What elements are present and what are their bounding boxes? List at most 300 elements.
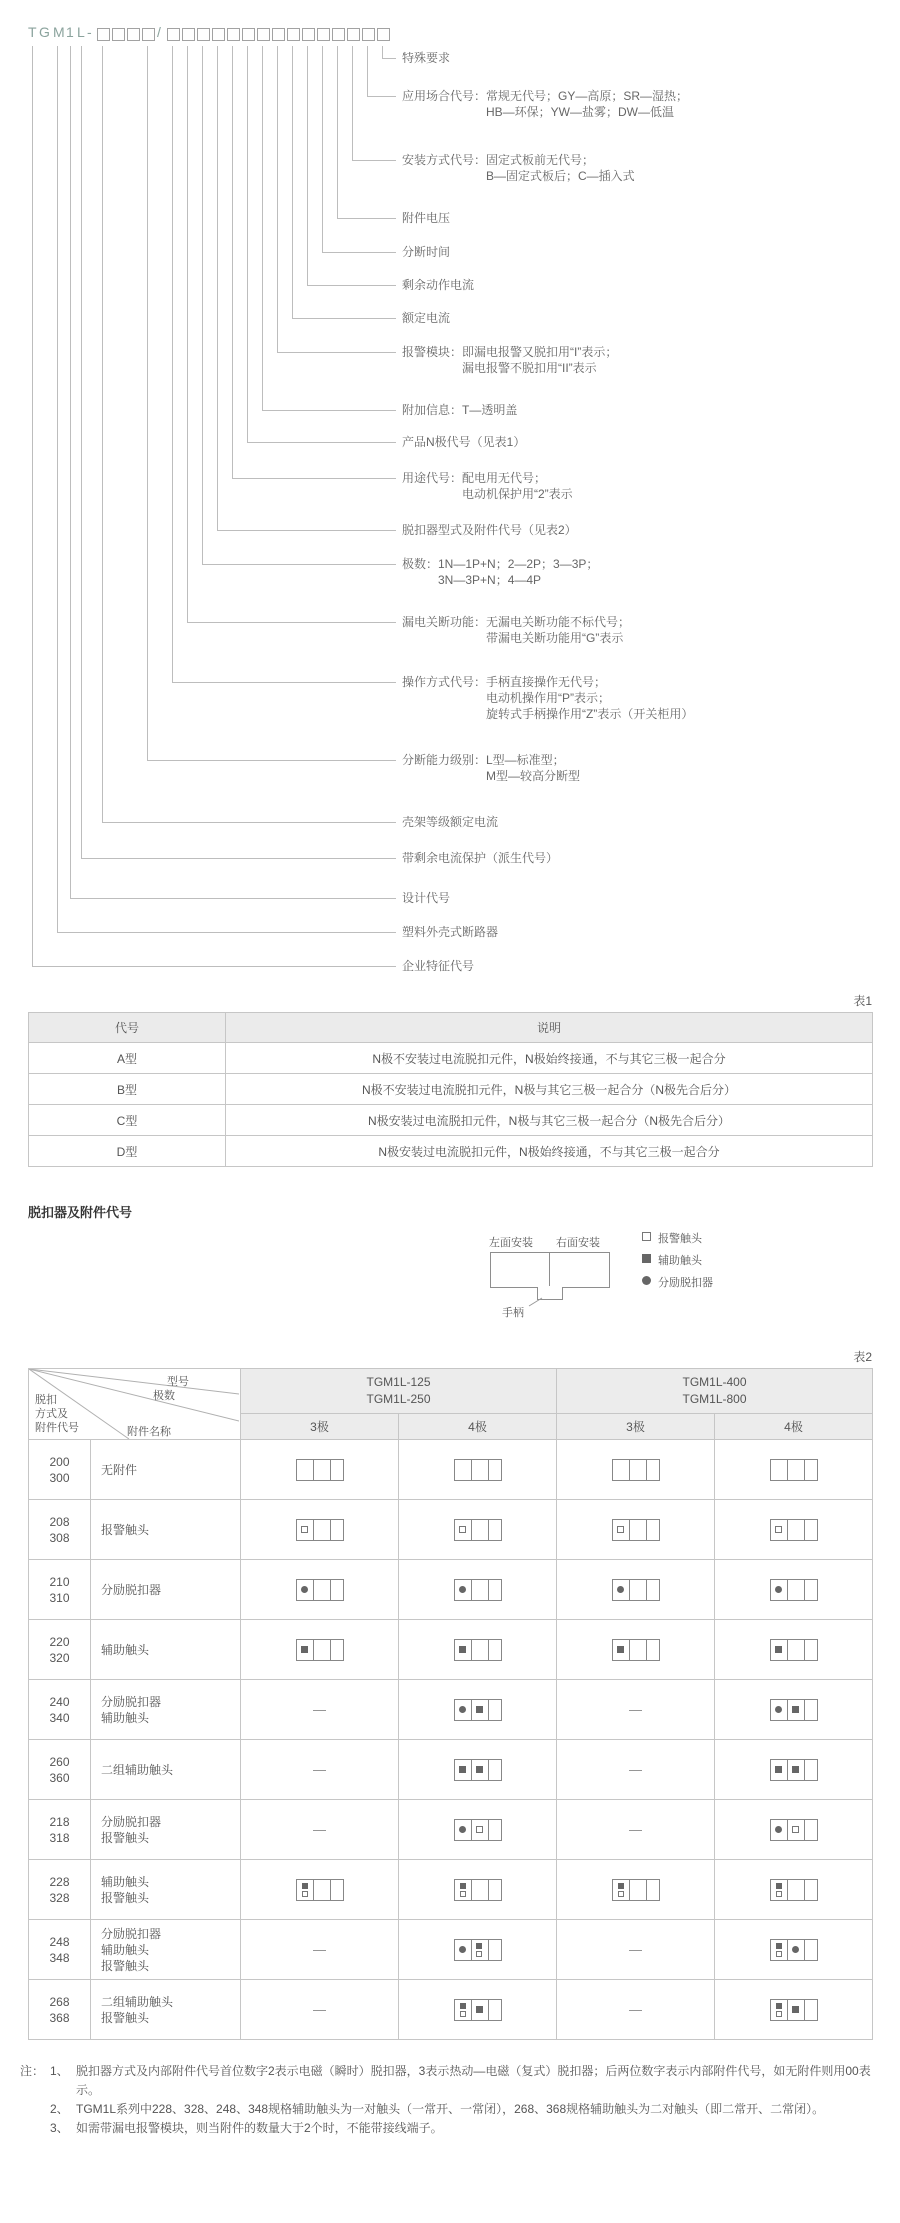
- callout-label: [402, 752, 580, 784]
- icon-divider: [804, 1460, 805, 1480]
- accessory-name-line: 报警触头: [101, 1958, 150, 1973]
- trip-code-cell: [29, 1560, 91, 1620]
- trip-code: 200: [49, 1454, 70, 1469]
- model-code-box: [97, 28, 110, 41]
- model-code-box: [182, 28, 195, 41]
- callout-connector: [352, 46, 353, 160]
- alarm-symbol: [302, 1891, 308, 1897]
- callout-connector: [322, 252, 396, 253]
- alarm-symbol: [617, 1526, 624, 1533]
- callout-connector: [81, 858, 396, 859]
- callout-connector: [322, 46, 323, 252]
- model-group-line: TGM1L-800: [682, 1391, 747, 1406]
- callout-label-line: 漏电关断功能：无漏电关断功能不标代号；: [402, 615, 631, 629]
- model-code-char: M: [53, 24, 65, 40]
- accessory-icon-cell: [399, 1620, 557, 1680]
- handle-pointer-line: [526, 1297, 544, 1307]
- callout-label-line: 报警模块：即漏电报警又脱扣用“I”表示；: [402, 345, 618, 359]
- model-code-slash: /: [157, 24, 161, 40]
- table2-tag: 表2: [853, 1350, 872, 1364]
- trip-code: 248: [49, 1934, 70, 1949]
- breaker-icon: [296, 1579, 344, 1601]
- model-code-box: [167, 28, 180, 41]
- aux-symbol: [476, 1766, 483, 1773]
- icon-divider: [488, 1760, 489, 1780]
- callout-connector: [307, 46, 308, 285]
- icon-divider: [488, 1520, 489, 1540]
- table1-tag: 表1: [853, 994, 872, 1008]
- callout-label-line: 塑料外壳式断路器: [402, 925, 499, 939]
- breaker-icon: [612, 1879, 660, 1901]
- aux-symbol: [302, 1883, 308, 1889]
- no-accessory-dash: —: [313, 1821, 326, 1837]
- model-code-char: 1: [66, 24, 74, 40]
- alarm-symbol: [775, 1526, 782, 1533]
- callout-label-line: B—固定式板后；C—插入式: [486, 169, 635, 183]
- trip-code: 340: [49, 1710, 70, 1725]
- trip-code: 318: [49, 1830, 70, 1845]
- icon-divider: [787, 1940, 788, 1960]
- alarm-symbol: [776, 1951, 782, 1957]
- accessory-name-cell: [91, 1500, 241, 1560]
- callout-label: [402, 434, 525, 450]
- legend-label: 辅助触头: [658, 1255, 702, 1267]
- callout-connector: [172, 46, 173, 682]
- callout-connector: [292, 318, 396, 319]
- shunt-symbol: [617, 1586, 624, 1593]
- icon-divider: [471, 1940, 472, 1960]
- accessory-name-line: 辅助触头: [101, 1710, 150, 1725]
- table1-header-row: [29, 1013, 873, 1043]
- icon-divider: [804, 1820, 805, 1840]
- breaker-icon: [296, 1879, 344, 1901]
- table1: [28, 1012, 873, 1167]
- legend-label: 报警触头: [658, 1233, 702, 1245]
- legend-label: 分励脱扣器: [658, 1277, 713, 1289]
- callout-connector: [57, 46, 58, 932]
- icon-divider: [804, 1640, 805, 1660]
- icon-divider: [804, 1700, 805, 1720]
- model-code-box: [227, 28, 240, 41]
- accessory-icon-cell: [715, 1800, 873, 1860]
- trip-code: 360: [49, 1770, 70, 1785]
- callout-label-line: M型—较高分断型: [486, 769, 580, 783]
- callout-label-line: 带剩余电流保护（派生代号）: [402, 851, 559, 865]
- icon-divider: [787, 1880, 788, 1900]
- callout-label-line: 电动机保护用“2”表示: [462, 487, 573, 501]
- breaker-icon: [770, 1699, 818, 1721]
- trip-code: 310: [49, 1590, 70, 1605]
- callout-label: [402, 850, 558, 866]
- callout-label-line: 脱扣器型式及附件代号（见表2）: [402, 523, 577, 537]
- shunt-symbol: [459, 1946, 466, 1953]
- accessory-icon-cell: [557, 1440, 715, 1500]
- breaker-icon: [770, 1939, 818, 1961]
- icon-divider: [629, 1580, 630, 1600]
- callout-connector: [32, 46, 33, 966]
- aux-legend-symbol: [642, 1254, 651, 1263]
- model-group-line: TGM1L-400: [682, 1374, 747, 1389]
- icon-divider: [488, 1880, 489, 1900]
- aux-symbol: [776, 1883, 782, 1889]
- mounting-diagram: [0, 1190, 900, 1370]
- accessory-name-line: 分励脱扣器: [101, 1814, 162, 1829]
- icon-divider: [330, 1460, 331, 1480]
- trip-section-title: 脱扣器及附件代号: [28, 1205, 133, 1220]
- accessory-icon-cell: [715, 1500, 873, 1560]
- icon-divider: [313, 1880, 314, 1900]
- callout-connector: [247, 46, 248, 442]
- model-code-box: [377, 28, 390, 41]
- no-accessory-dash: —: [629, 1821, 642, 1837]
- trip-code: 240: [49, 1694, 70, 1709]
- trip-code-cell: [29, 1800, 91, 1860]
- note-text: 如需带漏电报警模块，则当附件的数量大于2个时，不能带接线端子。: [76, 2121, 443, 2135]
- shunt-symbol: [775, 1826, 782, 1833]
- callout-label-line: 壳架等级额定电流: [402, 815, 499, 829]
- table2-row: [29, 1560, 873, 1620]
- accessory-name-line: 分励脱扣器: [101, 1582, 162, 1597]
- accessory-icon-cell: [241, 1440, 399, 1500]
- callout-connector: [147, 760, 396, 761]
- trip-code-cell: [29, 1500, 91, 1560]
- icon-divider: [787, 1460, 788, 1480]
- accessory-icon-cell: [241, 1680, 399, 1740]
- callout-label-line: 企业特征代号: [402, 959, 475, 973]
- pole-header-cell: 4极: [715, 1413, 873, 1439]
- pole-header-cell: 3极: [557, 1413, 715, 1439]
- handle-label: 手柄: [502, 1307, 524, 1319]
- model-code-box: [272, 28, 285, 41]
- callout-label: [402, 344, 617, 376]
- aux-symbol: [459, 1646, 466, 1653]
- breaker-icon: [296, 1519, 344, 1541]
- accessory-name-line: 二组辅助触头: [101, 1762, 174, 1777]
- callout-connector: [232, 46, 233, 478]
- model-group-line: TGM1L-250: [366, 1391, 431, 1406]
- icon-divider: [646, 1880, 647, 1900]
- callout-label-line: HB—环保；YW—盐雾；DW—低温: [486, 105, 674, 119]
- note-number: 2、: [50, 2102, 69, 2116]
- callout-connector: [232, 478, 396, 479]
- table1-cell: N极安装过电流脱扣元件，N极与其它三极一起合分（N极先合后分）: [226, 1105, 873, 1136]
- accessory-icon-cell: [241, 1560, 399, 1620]
- trip-code: 368: [49, 2010, 70, 2025]
- aux-symbol: [792, 1766, 799, 1773]
- trip-code-cell: [29, 1860, 91, 1920]
- shunt-symbol: [459, 1826, 466, 1833]
- callout-label-line: 旋转式手柄操作用“Z”表示（开关柜用）: [486, 707, 694, 721]
- callout-connector: [367, 96, 396, 97]
- breaker-icon: [454, 1579, 502, 1601]
- model-code-box: [287, 28, 300, 41]
- aux-symbol: [476, 1943, 482, 1949]
- trip-code: 328: [49, 1890, 70, 1905]
- breaker-icon: [454, 1999, 502, 2021]
- icon-divider: [471, 1880, 472, 1900]
- accessory-icon-cell: [715, 1680, 873, 1740]
- alarm-symbol: [459, 1526, 466, 1533]
- accessory-icon-cell: [399, 1680, 557, 1740]
- model-code-box: [257, 28, 270, 41]
- pole-header-cell: 4极: [399, 1413, 557, 1439]
- alarm-symbol: [476, 1826, 483, 1833]
- alarm-symbol: [476, 1951, 482, 1957]
- accessory-icon-cell: [557, 1800, 715, 1860]
- icon-divider: [787, 1640, 788, 1660]
- callout-label: [402, 958, 474, 974]
- breaker-icon: [770, 1759, 818, 1781]
- trip-code: 308: [49, 1530, 70, 1545]
- icon-divider: [804, 1880, 805, 1900]
- note-number: 1、: [50, 2064, 69, 2078]
- no-accessory-dash: —: [629, 1761, 642, 1777]
- accessory-icon-cell: [557, 1920, 715, 1980]
- callout-label: [402, 402, 517, 418]
- icon-divider: [330, 1880, 331, 1900]
- aux-symbol: [618, 1883, 624, 1889]
- callout-connector: [262, 46, 263, 410]
- callout-label-line: 剩余动作电流: [402, 278, 475, 292]
- table1-row: [29, 1136, 873, 1167]
- callout-connector: [337, 218, 396, 219]
- icon-divider: [646, 1580, 647, 1600]
- breaker-icon: [770, 1639, 818, 1661]
- breaker-icon: [454, 1519, 502, 1541]
- breaker-icon: [770, 1519, 818, 1541]
- breaker-icon: [296, 1459, 344, 1481]
- trip-code-cell: [29, 1620, 91, 1680]
- breaker-icon: [296, 1639, 344, 1661]
- icon-divider: [804, 1580, 805, 1600]
- callout-connector: [382, 58, 396, 59]
- callout-label-line: 应用场合代号：常规无代号；GY—高原；SR—湿热；: [402, 89, 689, 103]
- breaker-icon: [770, 1579, 818, 1601]
- model-code-box: [347, 28, 360, 41]
- icon-divider: [787, 1760, 788, 1780]
- table2-row: [29, 1860, 873, 1920]
- model-code-diagram: [0, 0, 900, 1000]
- accessory-icon-cell: [399, 1800, 557, 1860]
- callout-label: [402, 210, 450, 226]
- table1-row: [29, 1074, 873, 1105]
- icon-divider: [488, 1820, 489, 1840]
- trip-code-cell: [29, 1920, 91, 1980]
- aux-symbol: [460, 2003, 466, 2009]
- corner-label-model: 型号: [167, 1376, 189, 1388]
- breaker-icon: [612, 1519, 660, 1541]
- callout-label-line: 产品N极代号（见表1）: [402, 435, 526, 449]
- icon-divider: [471, 1820, 472, 1840]
- accessory-icon-cell: [241, 1980, 399, 2040]
- callout-connector: [172, 682, 396, 683]
- accessory-name-cell: [91, 1980, 241, 2040]
- callout-label: [402, 924, 498, 940]
- no-accessory-dash: —: [313, 1701, 326, 1717]
- accessory-name-line: 分励脱扣器: [101, 1694, 162, 1709]
- callout-connector: [81, 46, 82, 858]
- corner-cell: [29, 1369, 241, 1440]
- accessory-name-line: 报警触头: [101, 1830, 150, 1845]
- alarm-symbol: [776, 2011, 782, 2017]
- trip-code: 348: [49, 1950, 70, 1965]
- accessory-icon-cell: [399, 1920, 557, 1980]
- callout-label-line: 操作方式代号：手柄直接操作无代号；: [402, 675, 607, 689]
- accessory-icon-cell: [399, 1500, 557, 1560]
- icon-divider: [471, 1640, 472, 1660]
- no-accessory-dash: —: [629, 1941, 642, 1957]
- accessory-name-line: 辅助触头: [101, 1642, 150, 1657]
- model-group-line: TGM1L-125: [366, 1374, 431, 1389]
- accessory-icon-cell: [399, 1980, 557, 2040]
- accessory-name-cell: [91, 1740, 241, 1800]
- icon-divider: [787, 1580, 788, 1600]
- aux-symbol: [775, 1766, 782, 1773]
- icon-divider: [471, 1460, 472, 1480]
- model-group-cell: [241, 1369, 557, 1414]
- trip-code: 268: [49, 1994, 70, 2009]
- accessory-icon-cell: [715, 1980, 873, 2040]
- corner-label-trip-line: 方式及: [35, 1408, 68, 1420]
- shunt-symbol: [775, 1586, 782, 1593]
- callout-connector: [262, 410, 396, 411]
- trip-code: 220: [49, 1634, 70, 1649]
- notes-list: [50, 2062, 876, 2138]
- icon-divider: [804, 2000, 805, 2020]
- model-code-char: T: [28, 24, 37, 40]
- callout-label: [402, 88, 688, 120]
- callout-connector: [202, 46, 203, 564]
- table1-cell: N极不安装过电流脱扣元件，N极始终接通，不与其它三极一起合分: [226, 1043, 873, 1074]
- icon-divider: [787, 1700, 788, 1720]
- trip-code: 320: [49, 1650, 70, 1665]
- model-code-box: [302, 28, 315, 41]
- note-item: [50, 2119, 876, 2138]
- table2-row: [29, 1500, 873, 1560]
- callout-connector: [102, 46, 103, 822]
- breaker-icon: [770, 1819, 818, 1841]
- aux-symbol: [775, 1646, 782, 1653]
- accessory-name-line: 二组辅助触头: [101, 1994, 174, 2009]
- callout-label: [402, 556, 598, 588]
- note-text: 脱扣器方式及内部附件代号首位数字2表示电磁（瞬时）脱扣器，3表示热动—电磁（复式）脱扣器；后两位数字表示内部附件代号，如无附件则用00表示。: [76, 2064, 871, 2097]
- model-code-box: [197, 28, 210, 41]
- trip-code: 208: [49, 1514, 70, 1529]
- callout-label: [402, 674, 693, 722]
- callout-label-line: 带漏电关断功能用“G”表示: [486, 631, 624, 645]
- breaker-icon: [454, 1759, 502, 1781]
- alarm-symbol: [301, 1526, 308, 1533]
- icon-divider: [787, 2000, 788, 2020]
- callout-label: [402, 50, 450, 66]
- accessory-icon-cell: [241, 1740, 399, 1800]
- icon-divider: [629, 1880, 630, 1900]
- trip-code: 210: [49, 1574, 70, 1589]
- callout-label-line: 极数：1N—1P+N；2—2P；3—3P；: [402, 557, 599, 571]
- accessory-name-cell: [91, 1680, 241, 1740]
- callout-label-line: 电动机操作用“P”表示；: [486, 691, 610, 705]
- callout-connector: [70, 898, 396, 899]
- icon-divider: [488, 1640, 489, 1660]
- accessory-icon-cell: [715, 1860, 873, 1920]
- no-accessory-dash: —: [313, 1761, 326, 1777]
- icon-divider: [629, 1520, 630, 1540]
- callout-label-line: 分断能力级别：L型—标准型；: [402, 753, 565, 767]
- shunt-symbol: [459, 1586, 466, 1593]
- alarm-legend-symbol: [642, 1232, 651, 1241]
- trip-code-cell: [29, 1980, 91, 2040]
- accessory-name-cell: [91, 1620, 241, 1680]
- accessory-name-cell: [91, 1860, 241, 1920]
- corner-label-accessory: 附件名称: [127, 1426, 171, 1438]
- callout-label-line: 附加信息：T—透明盖: [402, 403, 518, 417]
- callout-label-line: 附件电压: [402, 211, 451, 225]
- table1-cell: B型: [29, 1074, 226, 1105]
- breaker-icon: [770, 1459, 818, 1481]
- accessory-name-cell: [91, 1800, 241, 1860]
- accessory-icon-cell: [241, 1800, 399, 1860]
- alarm-symbol: [776, 1891, 782, 1897]
- trip-code: 300: [49, 1470, 70, 1485]
- right-mount-label: 右面安装: [556, 1237, 600, 1249]
- icon-divider: [330, 1520, 331, 1540]
- aux-symbol: [792, 2006, 799, 2013]
- aux-symbol: [301, 1646, 308, 1653]
- callout-label-line: 分断时间: [402, 245, 451, 259]
- icon-divider: [488, 1580, 489, 1600]
- icon-divider: [471, 1520, 472, 1540]
- callout-connector: [367, 46, 368, 96]
- table2-row: [29, 1620, 873, 1680]
- accessory-name-cell: [91, 1920, 241, 1980]
- aux-symbol: [617, 1646, 624, 1653]
- icon-divider: [804, 1940, 805, 1960]
- callout-connector: [292, 46, 293, 318]
- table2-table: [28, 1368, 873, 2040]
- trip-code: 228: [49, 1874, 70, 1889]
- alarm-symbol: [618, 1891, 624, 1897]
- callout-label-line: 特殊要求: [402, 51, 451, 65]
- breaker-icon: [454, 1819, 502, 1841]
- callout-connector: [277, 352, 396, 353]
- callout-connector: [202, 564, 396, 565]
- breaker-icon: [454, 1639, 502, 1661]
- accessory-icon-cell: [557, 1980, 715, 2040]
- callout-label-line: 设计代号: [402, 891, 451, 905]
- accessory-icon-cell: [715, 1620, 873, 1680]
- callout-connector: [217, 530, 396, 531]
- aux-symbol: [459, 1766, 466, 1773]
- corner-label-trip-line: 脱扣: [35, 1394, 57, 1406]
- aux-symbol: [460, 1883, 466, 1889]
- accessory-icon-cell: [241, 1860, 399, 1920]
- callout-label-line: 额定电流: [402, 311, 451, 325]
- icon-divider: [629, 1640, 630, 1660]
- callout-connector: [57, 932, 396, 933]
- icon-divider: [646, 1520, 647, 1540]
- table1-cell: N极安装过电流脱扣元件，N极始终接通，不与其它三极一起合分: [226, 1136, 873, 1167]
- icon-divider: [488, 1460, 489, 1480]
- table2-row: [29, 1440, 873, 1500]
- breaker-outline: [490, 1252, 610, 1288]
- breaker-icon: [454, 1699, 502, 1721]
- shunt-legend-symbol: [642, 1276, 651, 1285]
- accessory-icon-cell: [557, 1680, 715, 1740]
- model-code-box: [362, 28, 375, 41]
- accessory-icon-cell: [399, 1440, 557, 1500]
- callout-connector: [102, 822, 396, 823]
- callout-label: [402, 470, 573, 502]
